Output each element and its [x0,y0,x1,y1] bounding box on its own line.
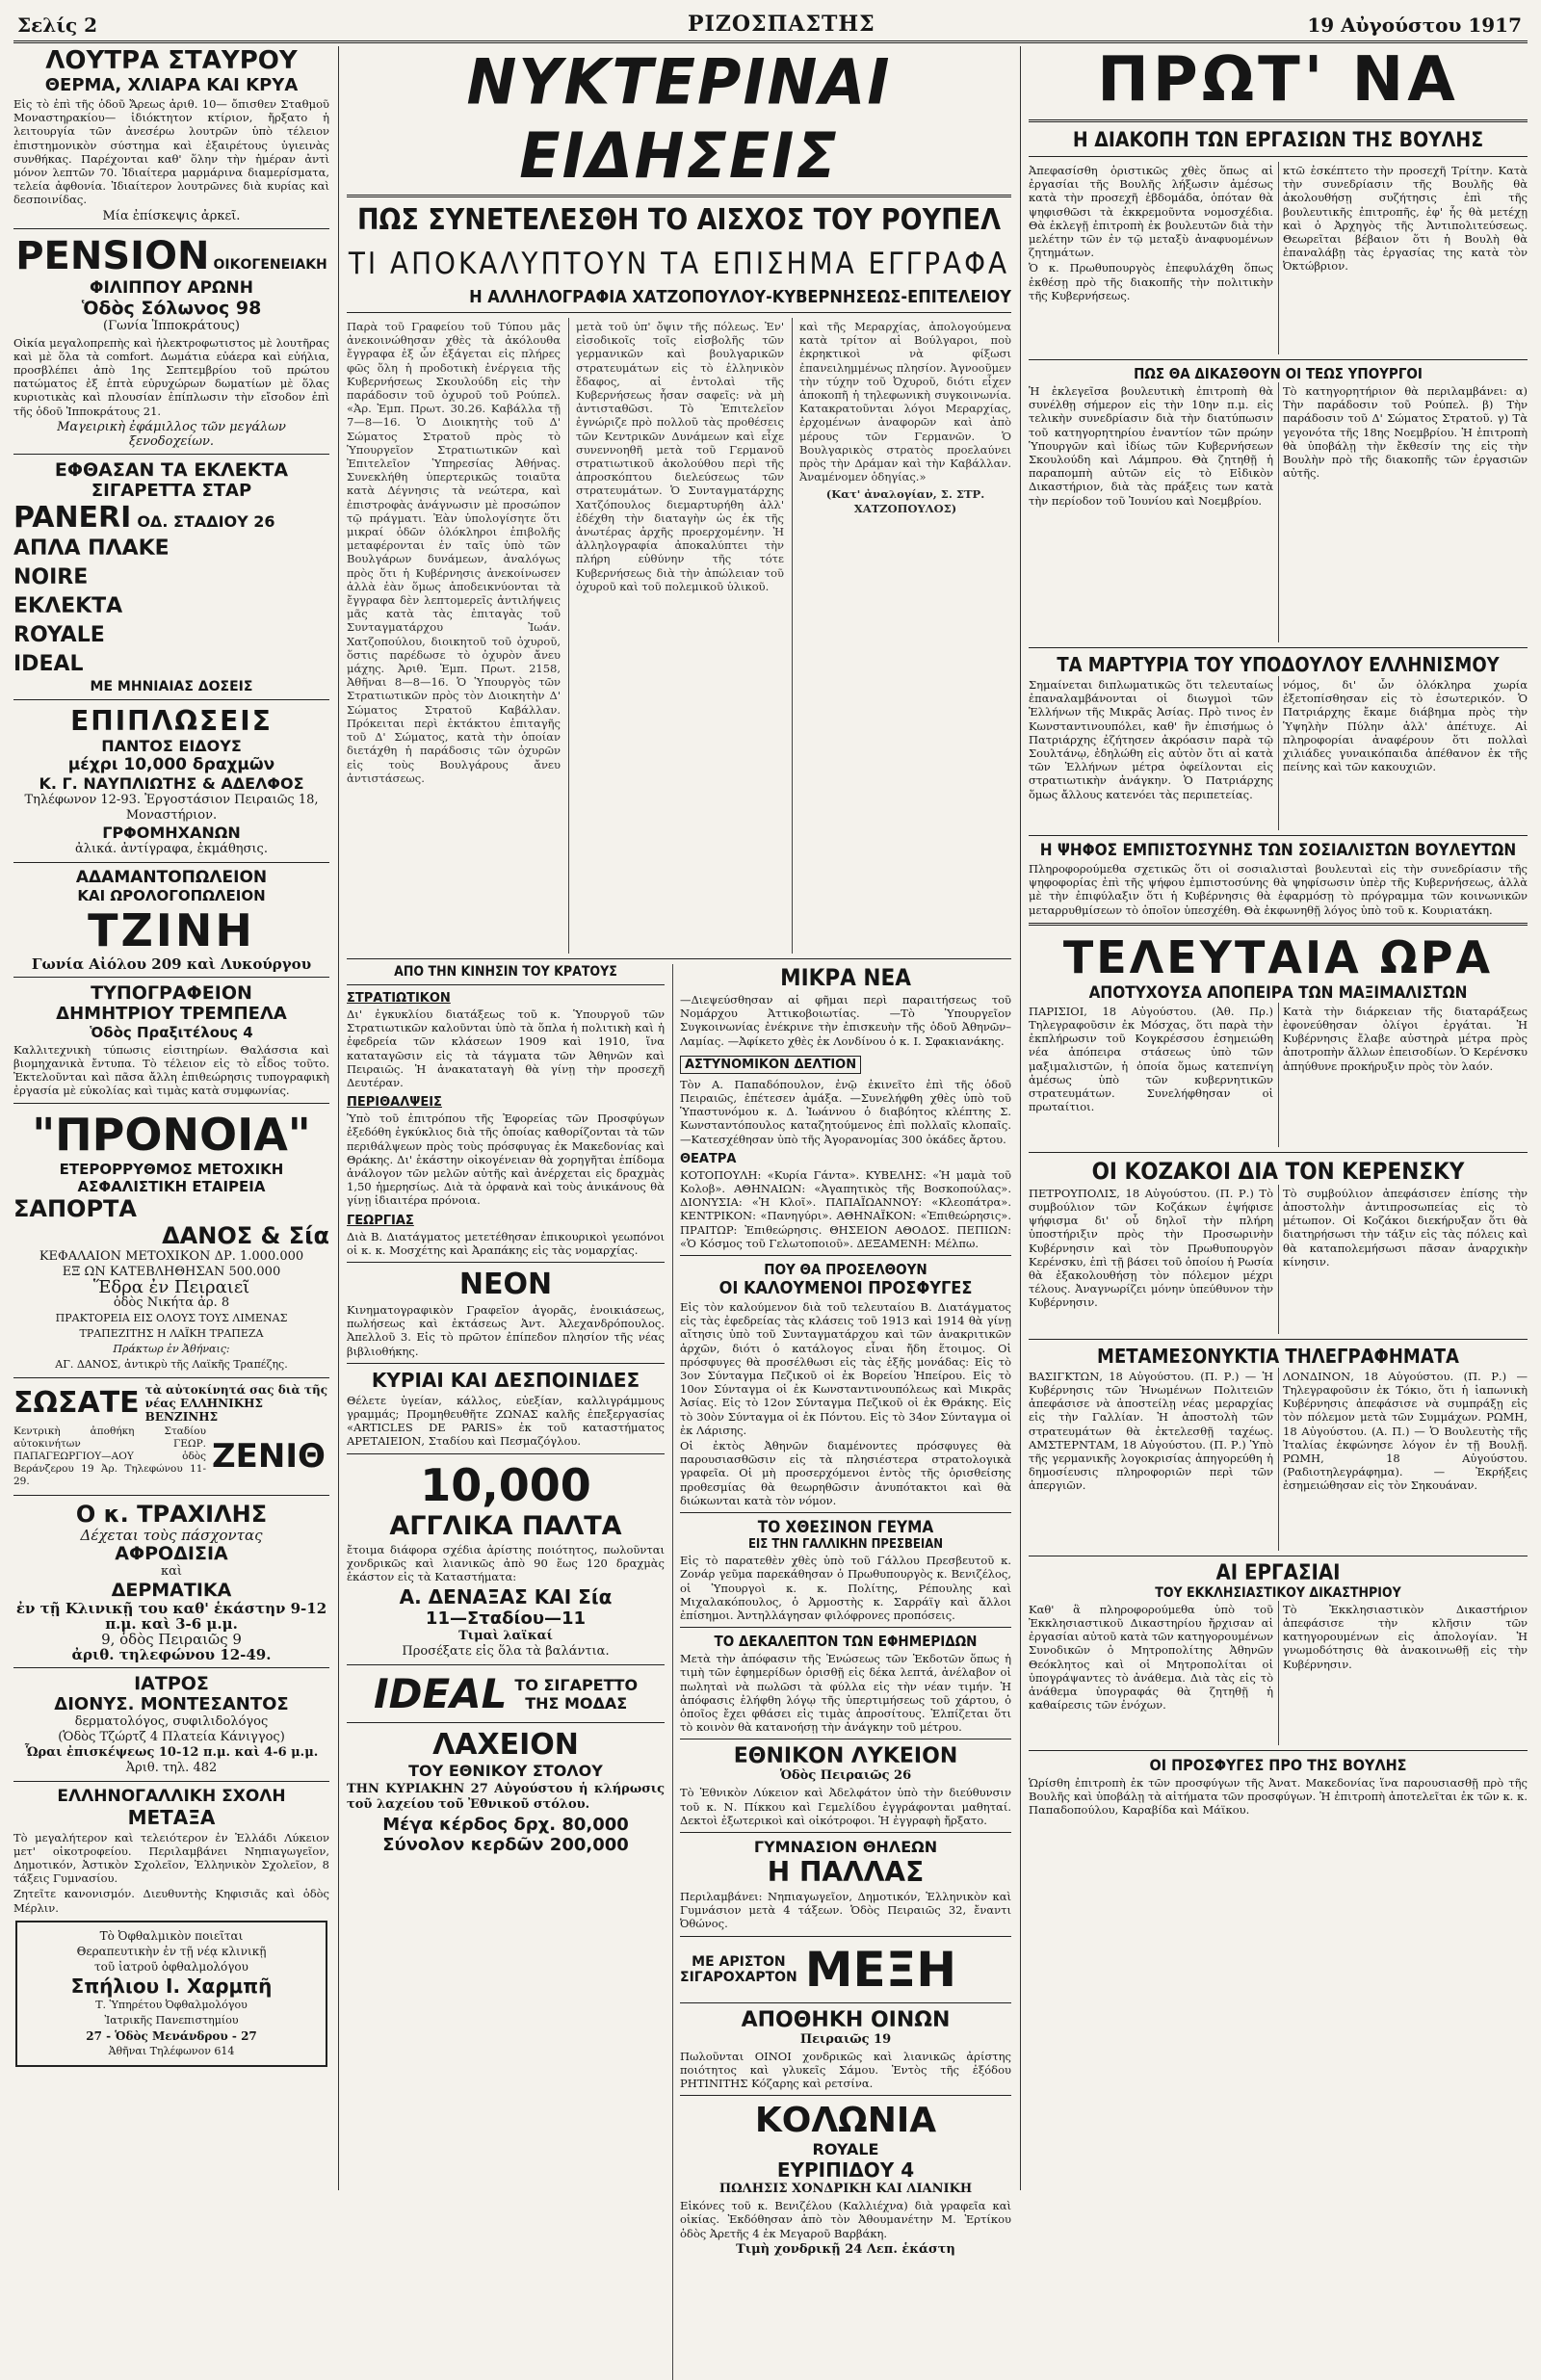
article-body: Ἡ ἐκλεγεῖσα βουλευτικὴ ἐπιτροπὴ θὰ συνέλθῃ σήμερον εἰς τὴν 10ην π.μ. εἰς τελικὴν συνεδρίασιν διὰ τὴν διατύπωσιν τοῦ κατηγορητηρίου ἐναντίον τῶν πρώην Ὑπουργῶν καὶ ἰδίως τῶν Κυβερνήσεων Σκουλούδη καὶ Λάμπρου. Θὰ ζητηθῇ ἡ παραπομπὴ αὐτῶν εἰς τὸ Εἰδικὸν Δικαστήριον, διὰ τὰς πράξεις των κατὰ τὴν περίοδον τοῦ Ἰουνίου καὶ Νοεμβρίου. [1029,384,1273,508]
article-body: ΠΕΤΡΟΥΠΟΛΙΣ, 18 Αὐγούστου. (Π. Ρ.) Τὸ συμβούλιον τῶν Κοζάκων ἐψήφισε ψήφισμα δι' οὗ δηλοῖ τὴν πλήρη ὑποστήριξιν πρὸς τὴν Προσωρινὴν Κυβέρνησιν καὶ τὸν Πρωθυπουργὸν Κερένσκυ, ἐπὶ τῇ βάσει τοῦ ὁποίου ἡ Ρωσία θὰ ἐξακολουθήσῃ τὸν πόλεμον μέχρι τέλους. Ἀναγνωρίζει μόνην ὑπεύθυνον τὴν Κυβέρνησιν. [1029,1186,1273,1310]
article-right [1283,1003,1528,1147]
article-body: ΠΑΡΙΣΙΟΙ, 18 Αὐγούστου. (Ἀθ. Πρ.) Τηλεγραφοῦσιν ἐκ Μόσχας, ὅτι παρὰ τὴν ἐκπλήρωσιν τοῦ Κογκρέσσου ἐσημειώθη νέα ἀπόπειρα στάσεως ὑπὸ τῶν μαξιμαλιστῶν, ἡ ὁποία ὅμως κατεπνίγη ἀμέσως ὑπὸ τῶν κυβερνητικῶν στρατευμάτων. Συνελήφθησαν οἱ πρωταίτιοι. [1029,1004,1273,1114]
section-heading: ΘΕΑΤΡΑ [680,1151,737,1166]
ad-subtitle: ΕΤΕΡΟΡΡΥΘΜΟΣ ΜΕΤΟΧΙΚΗ [59,1160,284,1178]
ad-text: τὰ αὐτοκίνητά σας διὰ τῆς νέας ΕΛΛΗΝΙΚΗΣ ΒΕΝΖΙΝΗΣ [144,1382,328,1424]
article-body-wrap [1029,382,1528,642]
lead-paragraph: Παρὰ τοῦ Γραφείου τοῦ Τύπου μᾶς ἀνεκοινώθησαν χθὲς τὰ ἀκόλουθα ἔγγραφα ἐξ ὧν ἐξάγεται εἰς πλήρες φῶς ὅλη ἡ προδοτικὴ ἐνέργεια τῆς Κυβερνήσεως Σκουλούδη εἰς τὴν παράδοσιν τοῦ ὀχυροῦ τοῦ Ρούπελ. «Ἀρ. Ἐμπ. Πρωτ. 30.26. Καβάλλα τῇ 7—8—16. Ὁ Διοικητὴς τοῦ Δ' Σώματος Στρατοῦ πρὸς τὸ Ὑπουργεῖον Στρατιωτικῶν καὶ Ἐπιτελεῖον Ὑπηρεσίας Ἀθήνας. Συνεκλήθη ὑπερτερικῶς τοιαῦτα κατὰ Δέγνησις τὰ νεώτερα, καὶ ἐπιστροφὰς ἀνάγνωσιν μὲ προσώπον τῷ πράγματι. Ἐὰν ὑπολογίσητε ὅτι μικραί ὁδῶν ὁλόκληροι ἐπιβολῆς μεταφέρονται ἐν ταῖς ὑπὸ τῶν Βουλγάρων δυνάμεων, ἀναλόγως πρὸς ὅτι ἡ Κυβέρνησις ἀνεκοίνωσεν ἀλλὰ ἐὰν ὅμως ἀποδεικνύονται τὰ ἔγγραφα δὲν λεπτομερεῖς ἀντιλήψεις μᾶς κατὰ τὰς ἐπιταγὰς τοῦ Συνταγματάρχου Ἰωάν. Χατζοπούλου, διοικητοῦ τοῦ ὀχυροῦ, ὅστις παρέδωσε τὸ ὀχυρὸν ἄνευ μάχης. Ἀριθ. Ἐμπ. Πρωτ. 2158, Ἀθῆναι 8—8—16. Ὁ Ὑπουργὸς τῶν Στρατιωτικῶν πρὸς τὸν Διοικητὴν Δ' Σώματος Στρατοῦ Καβάλλαν. Πρόκειται περὶ ἐκτάκτου ἐπιταγῆς τοῦ Δ' Σώματος, κατὰ τὴν ὁποίαν διετάχθη ἡ παράδοσις τῶν ὀχυρῶν εἰς τοὺς Βουλγάρους ἄνευ ἀντιστάσεως. [347,320,562,785]
ad-line: ΔΕΡΜΑΤΙΚΑ [111,1579,232,1601]
ad-title: ΑΔΑΜΑΝΤΟΠΩΛΕΙΟΝ [75,867,268,887]
ad-subtitle: ΚΑΙ ΩΡΟΛΟΓΟΠΩΛΕΙΟΝ [77,886,266,904]
ad-address: Γωνία Αἰόλου 209 καὶ Λυκούργου [31,955,312,973]
article-body: Πληροφορούμεθα σχετικῶς ὅτι οἱ σοσιαλισταὶ βουλευταὶ εἰς τὴν συνεδρίασιν τῆς ψηφοφορίας ἐπὶ τῆς ψήφου ἐμπιστοσύνης θὰ ψηφίσωσιν ὑπὲρ τῆς Κυβερνήσεως, ἀλλὰ μὲ τὴν ἐπιφύλαξιν ὅτι ἡ Κυβέρνησις θὰ ἐφαρμόσῃ τὸ πρόγραμμα τῶν κοινωνικῶν μεταρρυθμίσεων τὸ ὁποῖον ὑπεσχέθη. Θὰ ἐκφωνηθῇ λόγος ὑπὸ τοῦ κ. Κουριατάκη. [1029,862,1528,917]
ad-address: Τ. Ὑπηρέτου Ὀφθαλμολόγου [95,1998,248,2011]
news-story [680,1261,1011,1507]
ad-athens2: ΑΓ. ΔΑΝΟΣ, ἀντικρὺ τῆς Λαϊκῆς Τραπέζης. [55,1357,288,1371]
lead-paragraph: καὶ τῆς Μεραρχίας, ἀπολογούμενα κατὰ τρίτον αἱ Βούλγαροι, ποὺ ἐκρηκτικοὶ νὰ φίξωσι ἐπανειλημμένως πλησίον. Ἀγνοοῦμεν τὴν τύχην τοῦ Ὀχυροῦ, διότι εἶχεν ἀποκοπῆ ἡ τηλεφωνικὴ συγκοινωνία. Κατακρατοῦνται λόγοι Μεραρχίας, ἐρχομένων ἀναφορῶν καὶ ἀπὸ μέρους τῶν Γερμανῶν. Ὁ Βουλγαρικὸς στρατὸς προελαύνει πρὸς τὴν Δράμαν καὶ τὴν Καβάλλαν. Ἀναμένομεν ὁδηγίας.» (Κατ' ἀναλογίαν, Σ. ΣΤΡ. ΧΑΤΖΟΠΟΥΛΟΣ) [799,320,1011,515]
column-rule [338,46,339,2190]
latest-column [1029,46,1528,2190]
ad-list-item: ΕΚΛΕΚΤΑ [13,593,123,618]
ad-pre: ΣΙΓΑΡΟΧΑΡΤΟΝ [680,1969,797,1985]
ad-address: 9, ὁδὸς Πειραιῶς 9 [101,1630,242,1648]
ad-body: Κεντρικὴ ἀποθήκη Σταδίου αὐτοκινήτων ΓΕΩΡ. ΠΑΠΑΓΕΩΡΓΙΟΥ—ΑΟΥ ὁδὸς Βεράνζερου 19 Ἀρ. Τηλεφώνου 11-29. [13,1425,206,1487]
section-kicker: ΠΡΩΤ' ΝΑ [1097,44,1459,116]
ad-list-item: ΝΟΙRΕ [13,564,89,589]
article-headline: ΠΟΥ ΘΑ ΠΡΟΣΕΛΘΟΥΝ [764,1261,927,1279]
ad-paid: ΕΞ ΩΝ ΚΑΤΕΒΛΗΘΗΣΑΝ 500.000 [62,1264,281,1279]
ad-foot: ΜΕ ΜΗΝΙΑΙΑΣ ΔΟΣΕΙΣ [90,678,253,694]
ad-printing [13,982,329,1098]
article-body-wrap [1029,162,1528,354]
article-headline: ΑΙ ΕΡΓΑΣΙΑΙ [1215,1560,1341,1585]
ad-pronoia [13,1109,329,1373]
ad-line: ΑΦΡΟΔΙΣΙΑ [115,1542,228,1564]
article-body: κτῶ ἐσκέπτετο τὴν προσεχῆ Τρίτην. Κατὰ τὴν συνεδρίασιν τῆς Βουλῆς θὰ ἀκολουθήσῃ συζήτησις ἐπὶ τῆς βουλευτικῆς ἐπιτροπῆς, ἐφ' ἧς θὰ μετέχῃ καὶ ὁ Ἀρχηγὸς τῆς Ἀντιπολιτεύσεως. Θεωρεῖται βέβαιον ὅτι ἡ Βουλὴ θὰ ἐπαναλάβῃ τὰς ἐργασίας της κατὰ τὸν Ὀκτώβριον. [1283,164,1528,274]
article-body: Κατὰ τὴν διάρκειαν τῆς διαταράξεως ἐφονεύθησαν ὀλίγοι ἐργάται. Ἡ Κυβέρνησις ἔλαβε αὐστηρὰ μέτρα πρὸς ἀποτροπὴν ἄλλων ἐπεισοδίων. Ὁ Κερένσκυ ἀπηύθυνε προκήρυξιν πρὸς τὸν λαόν. [1283,1004,1528,1073]
ad-pension [13,234,329,449]
ad-address: Ὁδὸς Πραξιτέλους 4 [90,1023,253,1041]
article-body: Καθ' ἃ πληροφορούμεθα ὑπὸ τοῦ Ἐκκλησιαστικοῦ Δικαστηρίου ἤρχισαν αἱ ἐργασίαι αὐτοῦ κατὰ τῶν κατηγορουμένων Συνοδικῶν ὁ Μητροπολίτης Ἀθηνῶν Θεόκλητος καὶ οἱ Μητροπολίται οἱ ὑπογράψαντες τὸ ἀνάθεμα. Διὰ τὰς εἰς τὸ ἀνάθεμα ὑπογραφάς θὰ ζητηθῇ ἡ καθαίρεσις τῶν ἐνόχων. [1029,1602,1273,1713]
article-headline: ΑΠΟΤΥΧΟΥΣΑ ΑΠΟΠΕΙΡΑ ΤΩΝ ΜΑΞΙΜΑΛΙΣΤΩΝ [1088,982,1468,1003]
ad-title: ΙΑΤΡΟΣ [134,1672,209,1694]
section-body: —Διεψεύσθησαν αἱ φῆμαι περὶ παραιτήσεως τοῦ Νομάρχου Ἀττικοβοιωτίας. —Τὸ Ὑπουργεῖον Συγκοινωνίας ἐνέκρινε τὴν ἐπισκευὴν τῆς ὁδοῦ Ἀθηνῶν–Λαμίας. —Ἀφίκετο χθὲς ἐκ Λονδίνου ὁ κ. Ι. Σφακιανάκης. [680,993,1011,1048]
ad-body: Πωλοῦνται ΟΙΝΟΙ χονδρικῶς καὶ λιανικῶς ἀρίστης ποιότητος καὶ γλυκεῖς Σάμου. Ἐντὸς τῆς ἐξόδου ΡΗΤΙΝΙΤΗΣ Κόζαρης καὶ ρετσίνα. [680,2049,1011,2090]
ad-list-item: IDEAL [13,651,84,676]
ad-address: (Ὁδὸς Τζώρτζ 4 Πλατεία Κάνιγγος) [58,1729,285,1744]
ad-body: Τὸ μεγαλήτερον καὶ τελειότερον ἐν Ἑλλάδι Λύκειον μετ' οἰκοτροφείου. Περιλαμβάνει Νηπιαγωγεῖον, Δημοτικόν, Ἀστικὸν Σχολεῖον, Ἑλληνικὸν Σχολεῖον, 8 τάξεις Γυμνασίου. [13,1830,329,1886]
ad-line: Δέχεται τοὺς πάσχοντας [80,1526,263,1544]
section-heading: ΓΕΩΡΓΙΑΣ [347,1213,414,1228]
ad-title: ΕΘΝΙΚΟΝ ΛΥΚΕΙΟΝ [733,1744,958,1769]
ad-jeweller [13,868,329,972]
ad-note: ἀλικά. ἀντίγραφα, ἐκμάθησις. [75,841,268,856]
article-left [1029,382,1273,642]
ad-title: ΕΛΛΗΝΟΓΑΛΛΙΚΗ ΣΧΟΛΗ [57,1786,286,1806]
article-left [1029,162,1273,354]
ad-subtitle: ΘΕΡΜΑ, ΧΛΙΑΡΑ ΚΑΙ ΚΡΥΑ [44,75,299,95]
ad-subtitle: ROYALE [812,2140,879,2159]
article-subheadline: ΤΟΥ ΕΚΚΛΗΣΙΑΣΤΙΚΟΥ ΔΙΚΑΣΤΗΡΙΟΥ [1155,1584,1401,1601]
ad-capital: ΚΕΦΑΛΑΙΟΝ ΜΕΤΟΧΙΚΟΝ ΔΡ. 1.000.000 [39,1248,304,1264]
article-body: ΛΟΝΔΙΝΟΝ, 18 Αὐγούστου. (Π. Ρ.) — Τηλεγραφοῦσιν ἐκ Τόκιο, ὅτι ἡ ἰαπωνικὴ Κυβέρνησις ἀπεφάσισε νὰ συμπράξῃ εἰς τὸν πόλεμον μετὰ τῶν Συμμάχων. ΡΩΜΗ, 18 Αὐγούστου. (Α. Π.) — Ὁ Βουλευτὴς τῆς Ἰταλίας ἐκφώνησε λόγον ἐν τῇ Βουλῇ. ΡΩΜΗ, 18 Αὐγούστου. (Ραδιοτηλεγράφημα). — Ἐκρήξεις ἐσημειώθησαν εἰς τὸν Σηκουάναν. [1283,1369,1528,1493]
lead-article [347,318,1011,954]
section-heading: ΠΕΡΙΘΑΛΨΕΙΣ [347,1095,442,1111]
news-story [680,1633,1011,1734]
article-body: νόμος, δι' ὧν ὁλόκληρα χωρία ἐξετοπίσθησαν εἰς τὸ ἐσωτερικόν. Ὁ Πατριάρχης ἔκαμε διάβημα πρὸς τὴν Ὑψηλὴν Πύλην ἀλλ' ἀπέτυχε. Αἱ πληροφορίαι ἀναφέρουν ὅτι πολλαὶ χιλιάδες γυναικόπαιδα ἀπέθανον ἐκ τῆς πείνης καὶ τῶν κακουχιῶν. [1283,678,1528,774]
ad-prize: Μέγα κέρδος δρχ. 80,000 [382,1815,629,1836]
ad-firm2: ΓΡΦΟΜΗΧΑΝΩΝ [102,823,241,842]
news-left-column [347,964,665,2380]
ad-list-item: ROYALE [13,622,105,647]
ad-address: ΟΔ. ΣΤΑΔΙΟΥ 26 [137,511,275,531]
issue-date: 19 Αὐγούστου 1917 [1307,13,1522,37]
article-headline: ΤΟ ΔΕΚΑΛΕΠΤΟΝ ΤΩΝ ΕΦΗΜΕΡΙΔΩΝ [714,1633,978,1651]
ad-title: ΓΥΜΝΑΣΙΟΝ ΘΗΛΕΩΝ [753,1837,938,1856]
ad-foot: Προσέξατε εἰς ὅλα τὰ βαλάντια. [402,1644,610,1660]
ad-line: Τὸ Ὀφθαλμικὸν ποιεῖται [99,1928,244,1943]
ad-phone: Τηλέφωνον 12-93. Ἐργοστάσιον Πειραιῶς 18, Μοναστήριον. [24,792,319,823]
ad-street: ὁδὸς Νικήτα ἀρ. 8 [113,1295,230,1310]
ad-body: Οἰκία μεγαλοπρεπὴς καὶ ἠλεκτροφωτιστος μὲ λουτῆρας καὶ μὲ ὅλα τὰ comfort. Δωμάτια εὐάερα καὶ εὐήλια, προσβλέπει ἀπὸ 1ης Σεπτεμβρίου τοῦ πρώτου πατώματος ἐξ ἑπτὰ εὐρυχώρων δωματίων μὲ ὅλας κυριοτικὰς καὶ πλουσίαν ἐπίπλωσιν τὴν εἴσοδον ἐπὶ τῆς ὁδοῦ Ἱπποκράτους 21. [13,335,329,418]
article-body: Τὸ κατηγορητήριον θὰ περιλαμβάνει: α) Τὴν παράδοσιν τοῦ Ρούπελ. β) Τὴν παράδοσιν τοῦ Δ' Σώματος Στρατοῦ. γ) Τὰ γεγονότα τῆς 18ης Νοεμβρίου. Ἡ ἐπιτροπὴ θὰ ὑποβάλῃ τὴν ἔκθεσίν της εἰς τὴν Βουλὴν πρὸ τῆς διακοπῆς τῶν ἐργασιῶν αὐτῆς. [1283,384,1528,481]
ad-body: ἔτοιμα διάφορα σχέδια ἀρίστης ποιότητος, πωλοῦνται χονδρικῶς καὶ λιανικῶς ἀπὸ 90 ἕως 120 δραχμὰς ἑκάστον εἰς τὰ Καταστήματα: [347,1542,665,1584]
article-right [1283,162,1528,354]
ad-athens: Πράκτωρ ἐν Ἀθήναις: [113,1342,230,1355]
article-left [1029,1368,1273,1551]
lead-signature: (Κατ' ἀναλογίαν, Σ. ΣΤΡ. ΧΑΤΖΟΠΟΥΛΟΣ) [825,487,985,515]
ad-title: ΑΓΓΛΙΚΑ ΠΑΛΤΑ [389,1510,622,1541]
ad-baths [13,46,329,223]
ad-line: ΣΙΓΑΡΕΤΤΑ ΣΤΑΡ [91,480,252,501]
ad-title: ΣΩΣΑΤΕ [13,1386,140,1421]
ad-zenith [13,1383,329,1490]
ad-brand: PANERI [13,500,132,535]
ad-title: ΕΠΙΠΛΩΣΕΙΣ [70,704,273,737]
section-title: ΜΙΚΡΑ ΝΕΑ [780,964,911,991]
ad-firm: Κ. Γ. ΝΑΥΠΛΙΩΤΗΣ & ΑΔΕΛΦΟΣ [39,773,304,793]
ad-subtitle: ΟΙΚΟΓΕΝΕΙΑΚΗ [213,256,327,273]
ad-brand: ΜΕΞΗ [804,1941,957,1998]
ad-subtitle: ΤΟΥ ΕΘΝΙΚΟΥ ΣΤΟΛΟΥ [408,1762,603,1781]
ad-address: Ὁδὸς Σόλωνος 98 [81,297,262,319]
article-body: Οἱ ἐκτὸς Ἀθηνῶν διαμένοντες πρόσφυγες θὰ παρουσιασθῶσιν εἰς τὰ πλησιέστερα στρατολογικὰ γραφεῖα. Οἱ μὴ προσερχόμενοι ἐντὸς τῆς ὁρισθείσης προθεσμίας θὰ θεωρηθῶσιν ἀνυπότακτοι καὶ θὰ διώκωνται κατὰ τὸν νόμον. [680,1439,1011,1507]
lead-headline: ΠΩΣ ΣΥΝΕΤΕΛΕΣΘΗ ΤΟ ΑΙΣΧΟΣ ΤΟΥ ΡΟΥΠΕΛ [356,203,1002,237]
article-headline: ΟΙ ΚΟΖΑΚΟΙ ΔΙΑ ΤΟΝ ΚΕΡΕΝΣΚΥ [1091,1157,1465,1185]
article-headline: ΟΙ ΚΑΛΟΥΜΕΝΟΙ ΠΡΟΣΦΥΓΕΣ [718,1278,973,1299]
article-right [1283,1368,1528,1551]
ad-address: Ὁδὸς Πειραιῶς 26 [779,1768,912,1784]
article-subheadline: ΕΙΣ ΤΗΝ ΓΑΛΛΙΚΗΝ ΠΡΕΣΒΕΙΑΝ [747,1537,944,1553]
ad-list-item: ΑΠΛΑ ΠΛΑΚΕ [13,536,170,561]
section-body: Διὰ Β. Διατάγματος μετετέθησαν ἐπικουρικοὶ γεωπόνοι οἱ κ. κ. Μοσχέτης καὶ Ἀραπάκης εἰς τὰς νομαρχίας. [347,1229,665,1257]
ad-name: ΤΖΙΝΗ [88,903,255,956]
ad-address: Ἰατρικῆς Πανεπιστημίου [104,2013,239,2027]
ad-note: Τιμαὶ λαϊκαί [458,1629,553,1644]
ad-name: Σπήλιου Ι. Χαρμπῆ [70,1974,273,1998]
article-headline: Η ΨΗΦΟΣ ΕΜΠΙΣΤΟΣΥΝΗΣ ΤΩΝ ΣΟΣΙΑΛΙΣΤΩΝ ΒΟΥΛΕΥΤΩΝ [1039,841,1517,860]
paper-name: ΡΙΖΟΣΠΑΣΤΗΣ [688,12,875,37]
ad-owner: ΦΙΛΙΠΠΟΥ ΑΡΩΝΗ [90,277,253,298]
article-body-wrap [1029,1601,1528,1745]
section-title: ΑΠΟ ΤΗΝ ΚΙΝΗΣΙΝ ΤΟΥ ΚΡΑΤΟΥΣ [394,964,617,980]
ad-subtitle: ΤΟ ΣΙΓΑΡΕΤΤΟ [514,1675,639,1694]
ad-name: Η ΠΑΛΛΑΣ [767,1855,925,1888]
article-body: Ὁ κ. Πρωθυπουργὸς ἐπεφυλάχθη ὅπως ἐκθέσῃ πρὸ τῆς διακοπῆς τὴν πολιτικὴν τῆς Κυβερνήσεως. [1029,261,1273,302]
ad-address: 27 - Ὁδὸς Μενάνδρου - 27 [86,2028,257,2043]
ad-address: Πειραιῶς 19 [799,2031,892,2047]
lead-subheadline: ΤΙ ΑΠΟΚΑΛΥΠΤΟΥΝ ΤΑ ΕΠΙΣΗΜΑ ΕΓΓΡΑΦΑ [348,247,1010,281]
article-headline: ΤΟ ΧΘΕΣΙΝΟΝ ΓΕΥΜΑ [757,1518,934,1538]
ad-line: τοῦ ἰατροῦ ὀφθαλμολόγου [94,1959,248,1974]
ad-body: Τὸ Ἐθνικὸν Λύκειον καὶ Ἀδελφάτον ὑπὸ τὴν διεύθυνσιν τοῦ κ. Ν. Πίκκου καὶ Γεμελίδου ἐγγράφονται μαθηταί. Δεκτοὶ ἐξωτερικοὶ καὶ οἰκότροφοι. Ἡ ἐγγραφὴ ἤρξατο. [680,1786,1011,1827]
ad-name: ΔΙΟΝΥΣ. ΜΟΝΤΕΣΑΝΤΟΣ [54,1693,289,1714]
ad-total: Σύνολον κερδῶν 200,000 [382,1835,629,1856]
article-headline: ΠΩΣ ΘΑ ΔΙΚΑΣΘΟΥΝ ΟΙ ΤΕΩΣ ΥΠΟΥΡΓΟΙ [1134,365,1423,382]
section-body: Δι' ἐγκυκλίου διατάξεως τοῦ κ. Ὑπουργοῦ τῶν Στρατιωτικῶν καλοῦνται ὑπὸ τὰ ὅπλα ἡ πολιτικὴ καὶ ἡ ἐφεδρεία τῶν κλάσεων 1909 καὶ 1910, ἵνα καταταγῶσιν εἰς τὰ τάγματα τῶν Ἀθηνῶν καὶ Πειραιῶς. Ἡ ἀνακαταταγὴ θὰ γίνῃ τὴν προσεχῆ Δευτέραν. [347,1007,665,1090]
ad-title: ΤΥΠΟΓΡΑΦΕΙΟΝ [91,981,252,1004]
column-rule [1020,46,1021,2190]
ad-cigarettes [13,459,329,694]
ad-body: Περιλαμβάνει: Νηπιαγωγεῖον, Δημοτικόν, Ἑλληνικὸν καὶ Γυμνάσιον μετὰ 4 τάξεων. Ὁδὸς Πειραιῶς 32, ἔναντι Ὀθώνος. [680,1889,1011,1931]
lead-paragraph: μετὰ τοῦ ὑπ' ὄψιν τῆς πόλεως. Ἐν' εἰσοδικοῖς τοῖς εἰσβολῆς τῶν γερμανικῶν καὶ βουλγαρικῶν στρατευμάτων εἰς τὸ ἑλληνικὸν ἔδαφος, αἱ ἐντολαὶ τῆς Κυβερνήσεως ἦσαν σαφεῖς: νὰ μὴ ἀντισταθῶσι. Τὸ Ἐπιτελεῖον ἐγνώριζε πρὸ πολλοῦ τὰς προθέσεις τῶν Κεντρικῶν Δυνάμεων καὶ εἶχε συνεννοηθῆ μετὰ τοῦ Γερμανοῦ στρατιωτικοῦ ἀκολούθου περὶ τῆς ἀπροσκόπτου διελεύσεως τῶν στρατευμάτων. Ὁ Συνταγματάρχης Χατζόπουλος διεμαρτυρήθη ἀλλ' ἐδέχθη τὴν διαταγὴν ὡς ἐκ τῆς ἀνωτέρας ἀρχῆς προερχομένην. Ἡ ἀλληλογραφία ἀποκαλύπτει τὴν πλήρη εὐθύνην τῆς τότε Κυβερνήσεως διὰ τὴν ἀπώλειαν τοῦ ὀχυροῦ καὶ τοῦ πολεμικοῦ ὑλικοῦ. [576,320,784,593]
lower-news [347,964,1011,2380]
section-kicker: ΝΥΚΤΕΡΙΝΑΙ ΕΙΔΗΣΕΙΣ [466,44,892,193]
news-column [347,44,1011,2257]
ad-title: Ο κ. ΤΡΑΧΙΛΗΣ [75,1500,268,1528]
ad-school [13,1787,329,1915]
ad-names: ΣΑΠΟΡΤΑ [13,1194,137,1222]
ad-address: 11—Σταδίου—11 [425,1608,587,1630]
ad-note: Μαγειρικὴ ἐφάμιλλος τῶν μεγάλων ξενοδοχείων. [57,419,286,449]
lead-deck: Η ΑΛΛΗΛΟΓΡΑΦΙΑ ΧΑΤΖΟΠΟΥΛΟΥ-ΚΥΒΕΡΝΗΣΕΩΣ-ΕΠΙΤΕΛΕΙΟΥ [469,287,1011,307]
ad-note: Μία ἐπίσκεψις ἀρκεῖ. [102,208,241,223]
article-body: Ἀπεφασίσθη ὁριστικῶς χθὲς ὅπως αἱ ἐργασίαι τῆς Βουλῆς λήξωσιν ἀμέσως κατὰ τὴν προσεχῆ ἑβδομάδα, ὁπόταν θὰ ψηφισθῶσι τὰ ἐκκρεμοῦντα νομοσχέδια. Θὰ ἐκλεγῇ ἐπιτροπὴ ἐκ βουλευτῶν διὰ τὴν μελέτην τῶν ἐν τῷ μεταξὺ ἀναφυομένων ζητημάτων. [1029,164,1273,260]
ad-title: ΛΑΧΕΙΟΝ [432,1728,579,1763]
article-left [1029,1003,1273,1147]
ad-price: μέχρι 10,000 δραχμῶν [67,754,275,774]
ad-body: ἐν τῇ Κλινικῇ του καθ' ἑκάστην 9-12 π.μ. καὶ 3-6 μ.μ. [15,1599,327,1633]
ad-title: PENSION [15,233,210,278]
ad-address: Ἀθῆναι Τηλέφωνον 614 [108,2044,235,2057]
article-left [1029,1185,1273,1334]
ad-ideal [347,1670,665,1717]
article-right [1283,1185,1528,1334]
article-left [1029,1601,1273,1745]
ad-agent: ΠΡΑΚΤΟΡΕΙΑ ΕΙΣ ΟΛΟΥΣ ΤΟΥΣ ΛΙΜΕΝΑΣ [55,1311,288,1324]
ad-body: Κινηματογραφικὸν Γραφεῖον ἀγορᾶς, ἐνοικιάσεως, πωλήσεως καὶ ἐκτάσεως Ἀντ. Ἀλεχανδρόπουλος. Ἀπελλοῦ 3. Εἰς τὸ πρῶτον ἐπίπεδον πλησίον τῆς νέας βιβλιοθήκης. [347,1303,665,1358]
section-body: ΚΟΤΟΠΟΥΛΗ: «Κυρία Γάντα». ΚΥΒΕΛΗΣ: «Ἡ μαμὰ τοῦ Κολοβ». ΑΘΗΝΑΙΩΝ: «Ἀγαπητικὸς τῆς Βοσκοπούλας». ΔΙΟΝΥΣΙΑ: «Ἡ Κλοῖ». ΠΑΠΑΪΩΑΝΝΟΥ: «Κλεοπάτρα». ΚΕΝΤΡΙΚΟΝ: «Πανηγύρι». ΑΘΗΝΑΪΚΟΝ: «Ἐπιθεώρησις». ΠΡΑΙΤΩΡ: Ἐπιθεώρησις. ΘΗΣΕΙΟΝ ΑΘΟΔΟΣ. ΠΕΠΙΩΝ: «Ὁ Κόσμος τοῦ Γελωτοποιοῦ». ΔΕΞΑΜΕΝΗ: Μέλπω. [680,1167,1011,1250]
article-body: Τὸ συμβούλιον ἀπεφάσισεν ἐπίσης τὴν ἀποστολὴν ἀντιπροσωπείας εἰς τὸ μέτωπον. Οἱ Κοζάκοι διεκήρυξαν ὅτι θὰ διατηρήσωσι τὴν τάξιν εἰς τὰς πόλεις καὶ θὰ καταπολεμήσωσι πᾶσαν ἀναρχικὴν κίνησιν. [1283,1186,1528,1268]
article-body: Ὡρίσθη ἐπιτροπὴ ἐκ τῶν προσφύγων τῆς Ἀνατ. Μακεδονίας ἵνα παρουσιασθῇ πρὸ τῆς Βουλῆς καὶ ὑποβάλῃ τὰ αἰτήματα τῶν προσφύγων. Ἡ ἐπιτροπὴ ἀποτελεῖται ἐκ τῶν κ. κ. Παπαδοπούλου, Καραβίδα καὶ Μάϊκου. [1029,1775,1528,1818]
ad-spec: δερματολόγος, συφιλιδολόγος [74,1713,269,1729]
section-heading: ΑΣΤΥΝΟΜΙΚΟΝ ΔΕΛΤΙΟΝ [680,1056,861,1074]
ad-bank: ΤΡΑΠΕΖΙΤΗΣ Η ΛΑΪΚΗ ΤΡΑΠΕΖΑ [79,1326,264,1340]
ad-title: ΚΟΛΩΝΙΑ [754,2101,937,2141]
ad-body: Εἰς τὸ ἐπὶ τῆς ὁδοῦ Ἄρεως ἀριθ. 10— ὄπισθεν Σταθμοῦ Μοναστηρακίου— ἰδιόκτητον κτίριον, ἤρξατο ἡ λειτουργία τῶν ἀνεσέρω λουτρῶν ὑπὸ τέλειον ἐπιστημονικὸν σύστημα καὶ ἐξαιρέτους ὑγιεινὰς συνθήκας. Παρέχονται καθ' ὅλην τὴν ἡμέραν ἀντὶ μόνον λεπτῶν 70. Ἰδιαίτερα μαρμάρινα διαμερίσματα, τελεία ἀφθονία. Ἰδιαίτερον λουτρῶνες διὰ κυρίας καὶ δεσποινίδας. [13,97,329,207]
ad-big-number: 10,000 [420,1458,591,1511]
ad-brand: ΕΥΡΙΠΙΔΟΥ 4 [776,2158,915,2183]
ad-title: ΚΥΡΙΑΙ ΚΑΙ ΔΕΣΠΟΙΝΙΔΕΣ [371,1368,640,1392]
ad-furniture [13,705,329,857]
ad-tag: ΠΩΛΗΣΙΣ ΧΟΝΔΡΙΚΗ ΚΑΙ ΛΙΑΝΙΚΗ [718,2182,973,2197]
article-body: Τὸ Ἐκκλησιαστικὸν Δικαστήριον ἀπεφάσισε τὴν κλῆσιν τῶν κατηγορουμένων εἰς ἀπολογίαν. Ἡ γνωμοδότησις θὰ ἀνακοινωθῇ εἰς τὴν Κυβέρνησιν. [1283,1602,1528,1671]
section-body: Τὸν Α. Παπαδόπουλον, ἐνῷ ἐκινεῖτο ἐπὶ τῆς ὁδοῦ Πειραιῶς, ἐπέτεσεν ἀμάξα. —Συνελήφθη χθὲς ὑπὸ τοῦ Ὑπαστυνόμου κ. Δ. Ἰωάννου ὁ διαβόητος κλέπτης Σ. Κωνσταντόπουλος καταζητούμενος ἐπὶ πολλαῖς κλοπαῖς. —Κατεσχέθησαν ὑπὸ τῆς Ἀγορανομίας 300 ὀκάδες ἄρτου. [680,1077,1011,1146]
ad-title: IDEAL [373,1670,508,1718]
article-headline: ΤΑ ΜΑΡΤΥΡΙΑ ΤΟΥ ΥΠΟΔΟΥΛΟΥ ΕΛΛΗΝΙΣΜΟΥ [1057,653,1500,676]
ad-price: Τιμὴ χονδρικῇ 24 Λεπ. ἑκάστη [736,2241,955,2257]
ad-phone: ἀριθ. τηλεφώνου 12-49. [71,1645,272,1663]
ad-names: ΔΑΝΟΣ & Σία [162,1221,329,1249]
ad-doctor-montesantos [13,1673,329,1776]
article-body: Εἰς τὸ παρατεθὲν χθὲς ὑπὸ τοῦ Γάλλου Πρεσβευτοῦ κ. Ζονάρ γεῦμα παρεκάθησαν ὁ Πρωθυπουργὸς κ. Βενιζέλος, οἱ Ὑπουργοὶ κ. κ. Πολίτης, Ρέπουλης καὶ Μιχαλακόπουλος, ὁ Ἀρμοστὴς κ. Σαρράϊγ καὶ ἄλλοι ἐπίσημοι. Ἀντηλλάγησαν φιλόφρονες προπόσεις. [680,1554,1011,1622]
masthead [13,8,1528,43]
article-right [1283,1601,1528,1745]
ad-owner: ΔΗΜΗΤΡΙΟΥ ΤΡΕΜΠΕΛΑ [56,1003,287,1024]
ad-line: καὶ [160,1563,182,1579]
ad-line: Θεραπευτικὴν ἐν τῇ νέᾳ κλινικῇ [76,1944,267,1958]
ad-title: "ΠΡΟΝΟΙΑ" [32,1108,311,1161]
ad-doctor-trachilis [13,1501,329,1662]
article-headline: ΟΙ ΠΡΟΣΦΥΓΕΣ ΠΡΟ ΤΗΣ ΒΟΥΛΗΣ [1149,1755,1407,1774]
ad-subtitle: ΠΑΝΤΟΣ ΕΙΔΟΥΣ [101,736,242,755]
ad-hours: Ὧραι ἐπισκέψεως 10-12 π.μ. καὶ 4-6 μ.μ. [24,1744,319,1760]
last-hour-banner: ΤΕΛΕΥΤΑΙΑ ΩΡΑ [1062,930,1494,983]
article-body: ΒΑΣΙΓΚΤΩΝ, 18 Αὐγούστου. (Π. Ρ.) — Ἡ Κυβέρνησις τῶν Ἡνωμένων Πολιτειῶν ἀπεφάσισε νὰ ἀποστείλῃ νέας μεραρχίας εἰς τὴν Γαλλίαν. Ἡ ἀποστολὴ τῶν στρατευμάτων θὰ ἐκτελεσθῇ ταχέως. ΑΜΣΤΕΡΝΤΑΜ, 18 Αὐγούστου. (Π. Ρ.) Ὑπὸ τῆς γερμανικῆς λογοκρισίας ἀπηγορεύθη ἡ δημοσίευσις πληροφοριῶν περὶ τῶν ἀπεργιῶν. [1029,1369,1273,1493]
ad-body: Εἰκόνες τοῦ κ. Βενιζέλου (Καλλιέχνα) διὰ γραφεῖα καὶ οἰκίας. Ἐκδόθησαν ἀπὸ τὸν Ἀθουμανέτην Μ. Ἐρτίκου ὁδὸς Ἀρετῆς 4 ἐκ Μεγαροῦ Βαρβάκη. [680,2199,1011,2240]
ad-phone: Ἀριθ. τηλ. 482 [125,1760,218,1775]
ad-title: ΛΟΥΤΡΑ ΣΤΑΥΡΟΥ [45,46,298,75]
article-body-wrap [1029,676,1528,830]
article-body: Σημαίνεται διπλωματικῶς ὅτι τελευταίως ἐπαναλαμβάνονται οἱ διωγμοὶ τῶν Ἑλλήνων τῆς Μικρᾶς Ἀσίας. Πρὸ τινος ἐν Κωνσταντινουπόλει, καθ' ἣν ἐπισήμως ὁ Πατριάρχης ἐζήτησεν ἀκρόασιν παρὰ τῷ Σουλτάνῳ, ἐδηλώθη εἰς αὐτὸν ὅτι αἱ κατὰ τῶν Ἑλλήνων μέτρα ὀφείλονται εἰς στρατιωτικὴν ἀνάγκην. Ὁ Πατριάρχης ὅμως ἄλλους κατενόει τὰς περιπετείας. [1029,678,1273,801]
ads-column [13,46,329,2190]
section-body: Ὑπὸ τοῦ ἐπιτρόπου τῆς Ἐφορείας τῶν Προσφύγων ἐξεδόθη ἐγκύκλιος διὰ τῆς ὁποίας καθορίζονται τὰ τῶν περιθάλψεων πρὸς τοὺς πρόσφυγας ἐκ Μακεδονίας καὶ Θράκης. Δι' ἑκάστην οἰκογένειαν θὰ χορηγῆται ἐπίδομα ἀνάλογον τῶν μελῶν αὐτῆς καὶ ἀνέρχεται εἰς δραχμὰς 1,50 ἡμερησίως. Διὰ τὰ ὀρφανὰ καὶ τοὺς ἀνικάνους θὰ γίνῃ ἰδιαιτέρα πρόνοια. [347,1112,665,1208]
article-headline: ΜΕΤΑΜΕΣΟΝΥΚΤΙΑ ΤΗΛΕΓΡΑΦΗΜΑΤΑ [1097,1344,1459,1368]
ad-title: ΝΕΟΝ [458,1268,553,1302]
section-heading: ΣΤΡΑΤΙΩΤΙΚΟΝ [347,991,451,1006]
article-right [1283,382,1528,642]
ad-title: ΑΠΟΘΗΚΗ ΟΙΝΩΝ [741,2007,951,2032]
ad-seat: Ἕδρα ἐν Πειραιεῖ [92,1276,250,1297]
article-body-wrap [1029,1185,1528,1334]
ad-body: Θέλετε ὑγείαν, κάλλος, εὐεξίαν, καλλιγράμμους γραμμάς; Προμηθευθῆτε ΖΩΝΑΣ καλῆς ἐπεξεργασίας «ARTICLES DE PARIS» ἐκ τοῦ καταστήματος ΑΡΕΤΑΙΕΙΟΝ, Σταδίου καὶ Πεσμαζόγλου. [347,1393,665,1449]
article-right [1283,676,1528,830]
article-left [1029,676,1273,830]
article-body: Εἰς τὸν καλούμενον διὰ τοῦ τελευταίου Β. Διατάγματος εἰς τὰς ἐφεδρείας τὰς κλάσεις τοῦ 1913 καὶ 1914 θὰ γίνῃ αἴτησις ὑπὸ τοῦ Συνταγματάρχου καὶ τῶν ἀνακριτικῶν ἀρχῶν, διότι ὁ κατάλογος εἶναι ἤδη ἕτοιμος. Οἱ πρόσφυγες θὰ προσέλθωσι εἰς τὰς ἑξῆς μονάδας: Εἰς τὸ 3ον Σύνταγμα Πεζικοῦ οἱ ἐκ Βορείου Ἠπείρου. Εἰς τὸ 10ον Σύνταγμα οἱ ἐκ Κωνσταντινουπόλεως καὶ Μικρᾶς Ἀσίας. Εἰς τὸ 12ον Σύνταγμα Πεζικοῦ οἱ ἐκ Θράκης. Εἰς τὸ 30ὸν Σύνταγμα οἱ ἐκ Πόντου. Εἰς τὸ 34ον Σύνταγμα οἱ ἐκ Λάρισης. [680,1300,1011,1437]
article-headline: Η ΔΙΑΚΟΠΗ ΤΩΝ ΕΡΓΑΣΙΩΝ ΤΗΣ ΒΟΥΛΗΣ [1072,128,1484,151]
article-body: Μετὰ τὴν ἀπόφασιν τῆς Ἐνώσεως τῶν Ἐκδοτῶν ὅπως ἡ τιμὴ τῶν ἐφημερίδων ὁρισθῇ εἰς δέκα λεπτά, ἀνέλαβον οἱ πωληταὶ νὰ πωλῶσι τὰ φύλλα εἰς τὴν νέαν τιμήν. Ἡ ἀπόφασις ἐλήφθη λόγῳ τῆς ὑπερτιμήσεως τοῦ χάρτου, ὁ ὁποῖος ἔχει φθάσει εἰς τιμὰς ἀπροσίτους. Ἐλπίζεται ὅτι τὸ κοινὸν θὰ κατανοήσῃ τὴν ἀνάγκην τοῦ μέτρου. [680,1652,1011,1735]
ad-brand: ΖΕΝΙΘ [212,1437,326,1477]
article-body-wrap [1029,1368,1528,1551]
article-body-wrap [1029,1003,1528,1147]
ad-body: Καλλιτεχνικὴ τύπωσις εἰσιτηρίων. Θαλάσσια καὶ βιομηχανικὰ ἔντυπα. Τὸ τέλειον εἰς τὸ εἶδος τοῦτο. Ἐκτελοῦνται καὶ πᾶσα ἄλλη ἐπιθεώρησις τυπογραφικὴ ἐργασία μὲ εὐκολίας καὶ τιμὰς κατὰ συμφωνίας. [13,1042,329,1098]
news-story [680,1518,1011,1622]
ad-eye-clinic [15,1921,327,2067]
ad-head: ΕΦΘΑΣΑΝ ΤΑ ΕΚΛΕΚΤΑ [54,458,289,481]
ad-subtitle: ΤΗΣ ΜΟΔΑΣ [525,1693,628,1713]
ad-pre: ΜΕ ΑΡΙΣΤΟΝ [692,1953,786,1970]
ad-mexi [680,1942,1011,1998]
ad-foot: Ζητεῖτε κανονισμόν. Διευθυντὴς Κηφισιᾶς καὶ ὁδὸς Μέρλιν. [13,1887,329,1915]
ad-name: ΜΕΤΑΞΑ [127,1805,216,1829]
page-number: Σελίς 2 [17,13,98,37]
ad-subtitle: ΑΣΦΑΛΙΣΤΙΚΗ ΕΤΑΙΡΕΙΑ [77,1177,266,1195]
news-right-column [680,964,1011,2380]
ad-firm: Α. ΔΕΝΑΞΑΣ ΚΑΙ Σία [399,1585,613,1609]
ad-body: ΤΗΝ ΚΥΡΙΑΚΗΝ 27 Αὐγούστου ἡ κλήρωσις τοῦ λαχείου τοῦ Ἐθνικοῦ στόλου. [347,1782,665,1813]
ad-corner: (Γωνία Ἱπποκράτους) [103,318,240,333]
